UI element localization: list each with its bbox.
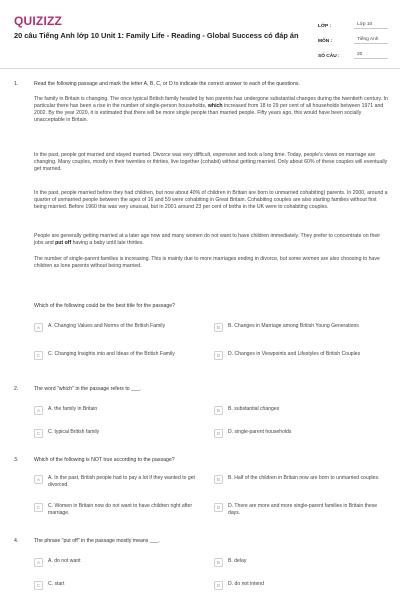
header-divider xyxy=(0,68,400,69)
passage-paragraph-5: The number of single-parent families is increasing. This is mainly due to more marriages ending in divorce, but some women are also choosing to have children as lone parents without being married. xyxy=(34,256,380,269)
option-letter-box[interactable]: D xyxy=(214,581,223,590)
option-1d[interactable] xyxy=(214,351,380,360)
passage-paragraph-4 xyxy=(34,233,388,247)
option-letter-box[interactable]: C xyxy=(34,503,43,512)
passage-paragraph-1 xyxy=(34,96,388,124)
option-text: C. start xyxy=(48,581,65,587)
option-text: B. Changes in Marriage among British Young Generations xyxy=(228,323,359,329)
question-number-4: 4. xyxy=(14,538,19,544)
option-letter-box[interactable]: B xyxy=(214,558,223,567)
option-2b[interactable] xyxy=(214,406,380,415)
option-4a[interactable] xyxy=(34,558,200,567)
option-text: D. There are more and more single-parent families in Britain these days. xyxy=(228,503,378,516)
question-number-2: 2. xyxy=(14,386,19,392)
option-text: B. substantial changes xyxy=(228,406,280,412)
question-count-label: SỐ CÂU : xyxy=(318,54,340,59)
option-text: D. single-parent households xyxy=(228,429,292,435)
option-3c[interactable] xyxy=(34,503,200,517)
subject-label: MÔN : xyxy=(318,39,333,44)
option-text: B. Half of the children in Britain now are born to unmarried couples. xyxy=(228,475,380,481)
option-2d[interactable] xyxy=(214,429,380,438)
option-letter-box[interactable]: C xyxy=(34,351,43,360)
option-letter-box[interactable]: A xyxy=(34,406,43,415)
passage-paragraph-2: In the past, people got married and stayed married. Divorce was very difficult, expensive and took a long time. Today, people's views on marriage are changing. Many couples, mostly in their twenties or thirties, live together (cohabit) without getting married. Only about 60% of these couples will eventually get married. xyxy=(34,152,388,172)
option-letter-box[interactable]: D xyxy=(214,429,223,438)
class-row xyxy=(318,14,388,29)
option-text: C. Women in Britain now do not want to have children right after marriage. xyxy=(48,503,193,516)
question-count-row xyxy=(318,44,388,59)
option-4c[interactable] xyxy=(34,581,200,590)
option-3b[interactable] xyxy=(214,475,380,484)
option-1c[interactable] xyxy=(34,351,200,360)
question-number-1: 1. xyxy=(14,81,19,87)
option-text: A. the family in Britain xyxy=(48,406,98,412)
option-text: C. Changing Insights into and Ideas of the British Family xyxy=(48,351,175,357)
passage-text: having a baby until late thirties. xyxy=(71,239,144,246)
option-1b[interactable] xyxy=(214,323,380,332)
option-text: D. do not intend xyxy=(228,581,264,587)
option-text: C. typical British family xyxy=(48,429,100,435)
option-letter-box[interactable]: A xyxy=(34,475,43,484)
question-text-2: The word "which" in the passage refers to ___. xyxy=(34,386,142,392)
option-letter-box[interactable]: C xyxy=(34,429,43,438)
quizizz-logo: QUIZIZZ xyxy=(14,14,63,28)
option-letter-box[interactable]: C xyxy=(34,581,43,590)
class-value: Lớp 10 xyxy=(354,22,388,29)
question-count-value: 20 xyxy=(354,52,388,59)
option-2a[interactable] xyxy=(34,406,200,415)
quiz-title: 20 câu Tiếng Anh lớp 10 Unit 1: Family Life - Reading - Global Success có đáp án xyxy=(14,31,299,40)
passage-highlight-which: which xyxy=(207,102,223,109)
option-letter-box[interactable]: D xyxy=(214,503,223,512)
option-1a[interactable] xyxy=(34,323,200,332)
subject-value: Tiếng Anh xyxy=(354,37,388,44)
option-text: A. In the past, British people had to pay a lot if they wanted to get divorced. xyxy=(48,475,195,488)
worksheet-header xyxy=(0,0,400,72)
option-text: A. Changing Values and Norms of the British Family xyxy=(48,323,166,329)
question-text-1: Which of the following could be the best title for the passage? xyxy=(34,303,176,309)
question-number-3: 3. xyxy=(14,457,19,463)
option-letter-box[interactable]: A xyxy=(34,323,43,332)
question-text-3: Which of the following is NOT true according to the passage? xyxy=(34,457,175,463)
option-text: A. do not want xyxy=(48,558,81,564)
option-letter-box[interactable]: B xyxy=(214,406,223,415)
option-2c[interactable] xyxy=(34,429,200,438)
option-letter-box[interactable]: D xyxy=(214,351,223,360)
option-3d[interactable] xyxy=(214,503,380,517)
instruction-text: Read the following passage and mark the letter A, B, C, or D to indicate the correct answer to each of the questions. xyxy=(34,81,300,87)
option-letter-box[interactable]: B xyxy=(214,323,223,332)
passage-text: People are generally getting married at a later age now and many women do not want to have children immediately. They prefer to concentrate on their jobs and xyxy=(34,233,381,246)
question-text-4: The phrase "put off" in the passage mostly means ___. xyxy=(34,538,160,544)
passage-text: increased from 18 to 29 per cent of all households between 1971 and 2002. By the year 2020, it is estimated that there will be more single people than married people. Fifty years ago, this would have been socially unacceptable in Britain. xyxy=(34,102,384,123)
passage-text: The family in Britain is changing. The once typical British family headed by two parents has undergone substantial changes during the twentieth century. In particular there has been a rise in the number of single-person households, xyxy=(34,96,388,109)
option-letter-box[interactable]: A xyxy=(34,558,43,567)
class-label: LỚP : xyxy=(318,24,332,29)
passage-highlight-put-off: put off xyxy=(55,239,72,246)
option-4d[interactable] xyxy=(214,581,380,590)
option-letter-box[interactable]: B xyxy=(214,475,223,484)
option-4b[interactable] xyxy=(214,558,380,567)
passage-paragraph-3: In the past, people married before they had children, but now about 40% of children in Britain are born to unmarried cohabiting) parents. In 2000, around a quarter of unmarried people between the ages of 16 and 59 were cohabiting in Great Britain. Cohabiting couples are also starting families without first being married. Before 1960 this was very unusual, but in 2001 around 23 per cent of births in the UK were to cohabiting couples. xyxy=(34,190,388,210)
subject-row xyxy=(318,29,388,44)
option-text: D. Changes in Viewpoints and Lifestyles of British Couples xyxy=(228,351,361,357)
option-3a[interactable] xyxy=(34,475,200,489)
option-text: B. delay xyxy=(228,558,247,564)
quiz-meta xyxy=(318,14,388,59)
